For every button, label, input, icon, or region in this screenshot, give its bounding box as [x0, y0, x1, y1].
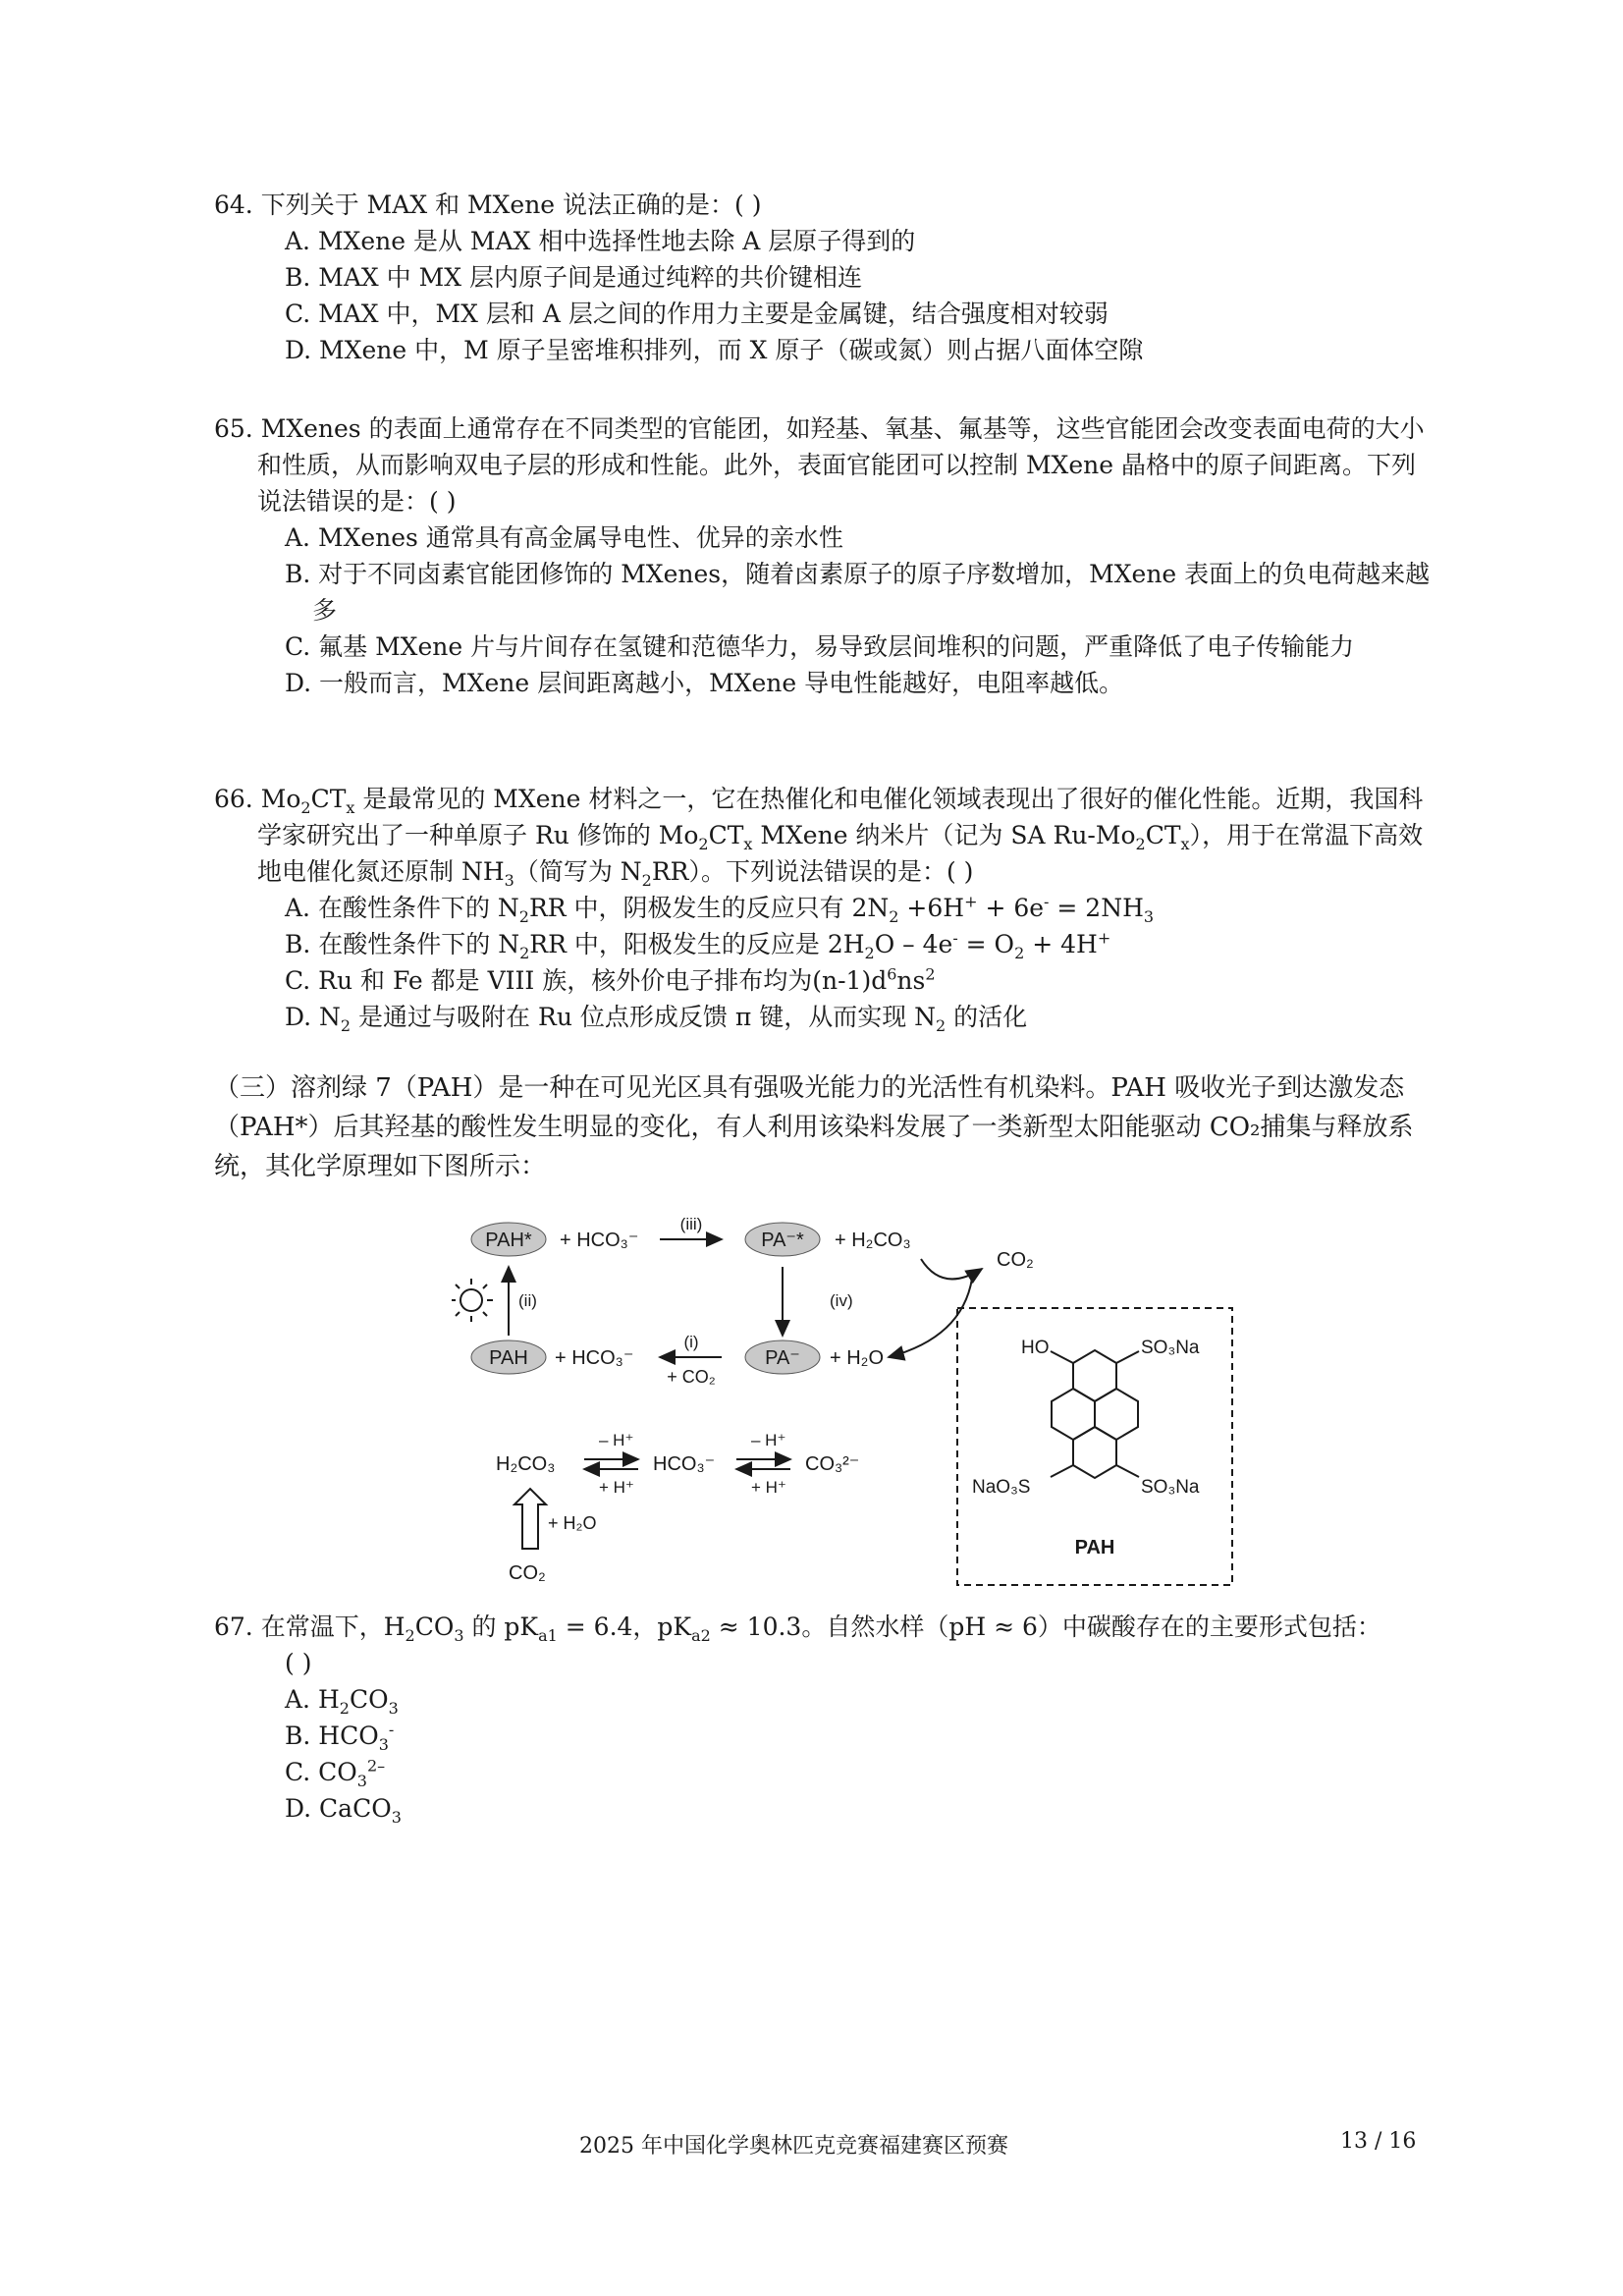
- s: 2: [1014, 944, 1025, 962]
- t: D. N: [285, 1003, 341, 1031]
- s: 3: [391, 1808, 402, 1827]
- stem-part: CT: [310, 785, 347, 813]
- step-i-label: (i): [683, 1333, 699, 1351]
- question-66: [214, 781, 1432, 1035]
- t: = O: [957, 930, 1015, 958]
- stem-part: RR）。下列说法错误的是：( ): [651, 857, 974, 886]
- hollow-up-arrow: [514, 1489, 546, 1549]
- eq-h2co3-label: H₂CO₃: [496, 1453, 556, 1475]
- footer-title: 2025 年中国化学奥林匹克竞赛福建赛区预赛: [579, 2134, 1008, 2159]
- t: O – 4e: [874, 930, 953, 958]
- question-number: 66.: [214, 785, 253, 813]
- question-65: [214, 410, 1432, 701]
- struct-so3na-br-label: SO₃Na: [1141, 1477, 1200, 1498]
- eq-plus-h2o-label: + H₂O: [548, 1513, 597, 1533]
- s: 2: [864, 944, 875, 962]
- stem-sub: 2: [1135, 835, 1146, 853]
- stem-part: ），用于在常温下高效地电催化氮还原制 NH: [257, 821, 1424, 886]
- option-d: D. 一般而言，MXene 层间距离越小，MXene 导电性能越好，电阻率越低。: [285, 669, 1124, 697]
- s: 2: [925, 964, 936, 984]
- step-iii-label: (iii): [679, 1215, 703, 1233]
- t: + 6e: [977, 894, 1045, 922]
- s: a1: [538, 1626, 558, 1645]
- option-a: A. MXene 是从 MAX 相中选择性地去除 A 层原子得到的: [285, 227, 916, 255]
- option-c: [257, 1754, 1432, 1790]
- stem-part: MXene 纳米片（记为 SA Ru-Mo: [752, 821, 1136, 849]
- option-a: [257, 890, 1432, 926]
- question-65-stem: [214, 410, 1432, 519]
- option-d: [257, 1790, 1432, 1827]
- stem-sub: x: [743, 835, 753, 853]
- struct-pah-label: PAH: [1074, 1537, 1115, 1558]
- s: 3: [1143, 907, 1155, 926]
- stem-sub: 3: [504, 871, 514, 890]
- s: 3: [388, 1699, 399, 1718]
- stem-sub: 2: [300, 798, 311, 817]
- question-number: 67.: [214, 1613, 253, 1641]
- stem-part: （简写为 N: [514, 857, 642, 886]
- option-b: [257, 926, 1432, 962]
- t: ns: [896, 966, 926, 995]
- plus-h2o-label: + H₂O: [830, 1347, 884, 1369]
- plus-h2co3-label: + H₂CO₃: [835, 1230, 911, 1251]
- s: -: [952, 928, 958, 948]
- option-a: [257, 1681, 1432, 1718]
- stem-sub: 2: [641, 871, 652, 890]
- t: RR 中，阳极发生的反应是 2H: [529, 930, 865, 958]
- option-c: [257, 962, 1432, 999]
- question-64: [214, 187, 1432, 368]
- s: a2: [691, 1626, 711, 1645]
- pa-star-label: PA⁻*: [761, 1230, 804, 1251]
- option-a: A. MXenes 通常具有高金属导电性、优异的亲水性: [285, 523, 843, 552]
- question-number: 64.: [214, 191, 253, 219]
- stem-part: Mo: [260, 785, 301, 813]
- s: +: [1097, 928, 1111, 948]
- s: 2: [936, 1016, 947, 1035]
- answer-paren: ( ): [285, 1649, 312, 1677]
- question-67: [214, 1609, 1432, 1827]
- question-66-stem: [214, 781, 1432, 890]
- s: 2: [519, 944, 530, 962]
- question-text: MXenes 的表面上通常存在不同类型的官能团，如羟基、氧基、氟基等，这些官能团会改变表面电荷的大小和性质，从而影响双电子层的形成和性能。此外，表面官能团可以控制 MXene 晶格中的原子间距离。下列说法错误的是：( ): [257, 414, 1425, 516]
- s: 6: [887, 964, 897, 984]
- question-64-stem: [214, 187, 1432, 223]
- s: 2: [889, 907, 899, 926]
- s: -: [1044, 892, 1050, 911]
- t: CO: [414, 1613, 455, 1641]
- s: -: [388, 1720, 395, 1739]
- step-iv-label: (iv): [830, 1291, 853, 1310]
- section-3-intro: （三）溶剂绿 7（PAH）是一种在可见光区具有强吸光能力的光活性有机染料。PAH 吸收光子到达激发态（PAH*）后其羟基的酸性发生明显的变化，有人利用该染料发展了一类新型太阳能驱动 CO₂捕集与释放系统，其化学原理如下图所示：: [214, 1073, 1414, 1181]
- option-b: B. 对于不同卤素官能团修饰的 MXenes，随着卤素原子的原子序数增加，MXene 表面上的负电荷越来越多: [285, 560, 1431, 625]
- pah-star-label: PAH*: [485, 1230, 532, 1251]
- t: C. Ru 和 Fe 都是 VIII 族，核外价电子排布均为(n-1)d: [285, 966, 888, 995]
- eq-hco3-label: HCO₃⁻: [653, 1453, 716, 1475]
- t: B. HCO: [285, 1722, 379, 1750]
- question-67-stem: [214, 1609, 1432, 1645]
- eq-plus-h2-label: + H⁺: [751, 1478, 786, 1497]
- t: 的活化: [946, 1003, 1028, 1031]
- t: D. CaCO: [285, 1794, 392, 1823]
- option-c: C. 氟基 MXene 片与片间存在氢键和范德华力，易导致层间堆积的问题，严重降低了电子传输能力: [285, 632, 1355, 661]
- s: 2: [340, 1016, 352, 1035]
- s: 2: [518, 907, 529, 926]
- t: 是通过与吸附在 Ru 位点形成反馈 π 键，从而实现 N: [351, 1003, 937, 1031]
- question-text: 下列关于 MAX 和 MXene 说法正确的是：( ): [260, 191, 762, 219]
- struct-nao3s-label: NaO₃S: [972, 1477, 1031, 1498]
- stem-sub: x: [346, 798, 355, 817]
- s: 2: [339, 1699, 350, 1718]
- step-ii-label: (ii): [518, 1291, 537, 1310]
- plus-co2-label: + CO₂: [667, 1367, 716, 1387]
- page-number: 13 / 16: [1340, 2129, 1417, 2154]
- pyrene-structure: [1051, 1350, 1139, 1478]
- eq-minus-h-label: – H⁺: [599, 1431, 634, 1449]
- t: CO: [349, 1685, 389, 1714]
- t: A. 在酸性条件下的 N: [285, 894, 519, 922]
- t: 的 pK: [463, 1613, 539, 1641]
- h2o-return-arrow: [889, 1279, 972, 1357]
- eq-minus-h2-label: – H⁺: [751, 1431, 786, 1449]
- pa-minus-label: PA⁻: [765, 1347, 800, 1369]
- t: = 2NH: [1049, 894, 1144, 922]
- co2-release-arrow: [921, 1259, 982, 1279]
- question-number: 65.: [214, 414, 253, 443]
- option-b: B. MAX 中 MX 层内原子间是通过纯粹的共价键相连: [285, 263, 862, 292]
- option-d: [257, 999, 1432, 1035]
- t: A. H: [285, 1685, 340, 1714]
- s: 2: [405, 1626, 415, 1645]
- stem-sub: 2: [698, 835, 709, 853]
- pah-label: PAH: [489, 1347, 528, 1369]
- co2-capture-diagram: [452, 1210, 1237, 1603]
- s: 2–: [366, 1756, 386, 1776]
- struct-ho-label: HO: [1021, 1338, 1050, 1358]
- co2-out-label: CO₂: [997, 1249, 1034, 1271]
- eq-co3-label: CO₃²⁻: [805, 1453, 860, 1475]
- t: 在常温下，H: [260, 1613, 406, 1641]
- t: = 6.4，pK: [557, 1613, 692, 1641]
- stem-sub: x: [1180, 835, 1190, 853]
- s: 3: [454, 1626, 464, 1645]
- option-d: D. MXene 中，M 原子呈密堆积排列，而 X 原子（碳或氮）则占据八面体空隙: [285, 336, 1144, 364]
- eq-co2-label: CO₂: [509, 1562, 546, 1584]
- t: ≈ 10.3。自然水样（pH ≈ 6）中碳酸存在的主要形式包括：: [710, 1613, 1381, 1641]
- option-c: C. MAX 中，MX 层和 A 层之间的作用力主要是金属键，结合强度相对较弱: [285, 300, 1109, 328]
- t: C. CO: [285, 1758, 357, 1786]
- stem-part: CT: [1145, 821, 1181, 849]
- t: RR 中，阴极发生的反应只有 2N: [528, 894, 890, 922]
- option-b: [257, 1718, 1432, 1754]
- hco3-b-label: + HCO₃⁻: [555, 1347, 634, 1369]
- hco3-label: + HCO₃⁻: [560, 1230, 639, 1251]
- t: +6H: [898, 894, 965, 922]
- t: + 4H: [1024, 930, 1098, 958]
- s: 3: [378, 1735, 389, 1754]
- struct-so3na-tr-label: SO₃Na: [1141, 1338, 1200, 1358]
- t: B. 在酸性条件下的 N: [285, 930, 520, 958]
- s: 3: [356, 1772, 367, 1790]
- s: +: [964, 892, 978, 911]
- eq-plus-h-label: + H⁺: [599, 1478, 634, 1497]
- sun-icon: [452, 1279, 493, 1322]
- stem-part: 是最常见的 MXene 材料之一，它在热催化和电催化领域表现出了很好的催化性能。近期，我国科学家研究出了一种单原子 Ru 修饰的 Mo: [257, 785, 1424, 849]
- stem-part: CT: [708, 821, 744, 849]
